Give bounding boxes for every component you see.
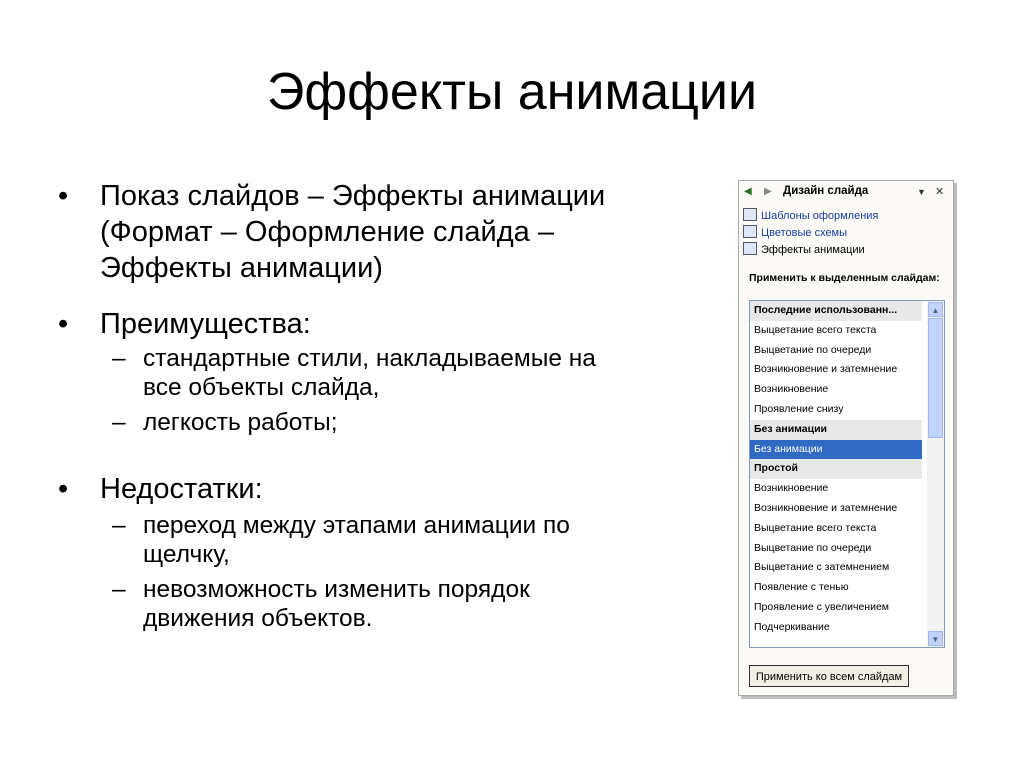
link-label: Шаблоны оформления <box>761 210 879 222</box>
back-arrow-icon[interactable]: ◀ <box>744 186 752 197</box>
apply-all-slides-button[interactable]: Применить ко всем слайдам <box>749 665 909 687</box>
list-item[interactable]: Возникновение <box>754 383 829 396</box>
animation-icon <box>743 242 757 255</box>
list-item[interactable]: Подчеркивание <box>754 620 830 633</box>
list-item[interactable]: Выцветание всего текста <box>754 323 877 336</box>
bullet-text-cont: (Формат – Оформление слайда – Эффекты анимации) <box>100 216 554 284</box>
forward-arrow-icon[interactable]: ▶ <box>764 186 772 197</box>
sub-bullet-item <box>58 511 708 569</box>
list-item[interactable]: Проявление снизу <box>754 402 844 415</box>
sub-bullet-dash: – <box>112 576 126 603</box>
scroll-thumb[interactable] <box>928 318 943 438</box>
list-item[interactable]: Появление с тенью <box>754 581 849 594</box>
list-group-header: Простой <box>750 459 922 479</box>
bullet-text: Преимущества: <box>100 308 311 340</box>
scroll-down-icon[interactable]: ▼ <box>928 631 943 646</box>
bullet-text: Показ слайдов – Эффекты анимации <box>100 180 606 212</box>
list-item[interactable]: Проявление с увеличением <box>754 600 890 613</box>
list-item[interactable]: Возникновение и затемнение <box>754 363 898 376</box>
bullet-list <box>58 178 708 633</box>
link-label: Цветовые схемы <box>761 227 848 239</box>
task-pane-title: Дизайн слайда <box>783 185 869 197</box>
animation-scheme-list[interactable] <box>749 300 945 648</box>
bullet-item <box>58 178 708 286</box>
list-item[interactable]: Выцветание по очереди <box>754 541 872 554</box>
link-animation-schemes[interactable] <box>743 242 865 259</box>
list-item[interactable]: Выцветание по очереди <box>754 343 872 356</box>
template-icon <box>743 208 757 221</box>
link-design-templates[interactable] <box>743 208 878 225</box>
close-icon[interactable]: ✕ <box>935 186 945 198</box>
task-pane-slide-design <box>738 180 954 696</box>
list-group-header: Последние использованн... <box>750 301 922 321</box>
bullet-item <box>58 471 708 507</box>
sub-bullet-dash: – <box>112 512 126 539</box>
sub-bullet-text: переход между этапами анимации по щелчку, <box>143 512 570 568</box>
apply-selected-label: Применить к выделенным слайдам: <box>749 272 940 284</box>
scroll-up-icon[interactable]: ▲ <box>928 302 943 317</box>
task-pane-header <box>739 181 953 203</box>
sub-bullet-dash: – <box>112 345 126 372</box>
list-scrollbar[interactable] <box>927 301 944 647</box>
list-group-header: Без анимации <box>750 420 922 440</box>
list-item[interactable]: Без анимации <box>750 440 922 460</box>
bullet-item <box>58 306 708 342</box>
bullet-dot: • <box>58 473 69 505</box>
list-item[interactable]: Выцветание всего текста <box>754 521 877 534</box>
sub-bullet-text: легкость работы; <box>143 409 338 436</box>
list-item[interactable]: Возникновение и затемнение <box>754 501 898 514</box>
bullet-dot: • <box>58 180 69 212</box>
dropdown-icon[interactable]: ▼ <box>917 187 926 197</box>
link-label: Эффекты анимации <box>761 244 865 256</box>
color-scheme-icon <box>743 225 757 238</box>
list-item[interactable]: Выцветание с затемнением <box>754 561 890 574</box>
sub-bullet-dash: – <box>112 409 126 436</box>
slide-title: Эффекты анимации <box>266 63 758 121</box>
bullet-dot: • <box>58 308 69 340</box>
sub-bullet-item <box>58 575 708 633</box>
bullet-text: Недостатки: <box>100 473 263 505</box>
list-item[interactable]: Возникновение <box>754 482 829 495</box>
sub-bullet-item <box>58 408 708 437</box>
sub-bullet-text: невозможность изменить порядок движения объектов. <box>143 576 530 632</box>
link-color-schemes[interactable] <box>743 225 847 242</box>
sub-bullet-text: стандартные стили, накладываемые на все объекты слайда, <box>143 345 596 401</box>
sub-bullet-item <box>58 344 708 402</box>
